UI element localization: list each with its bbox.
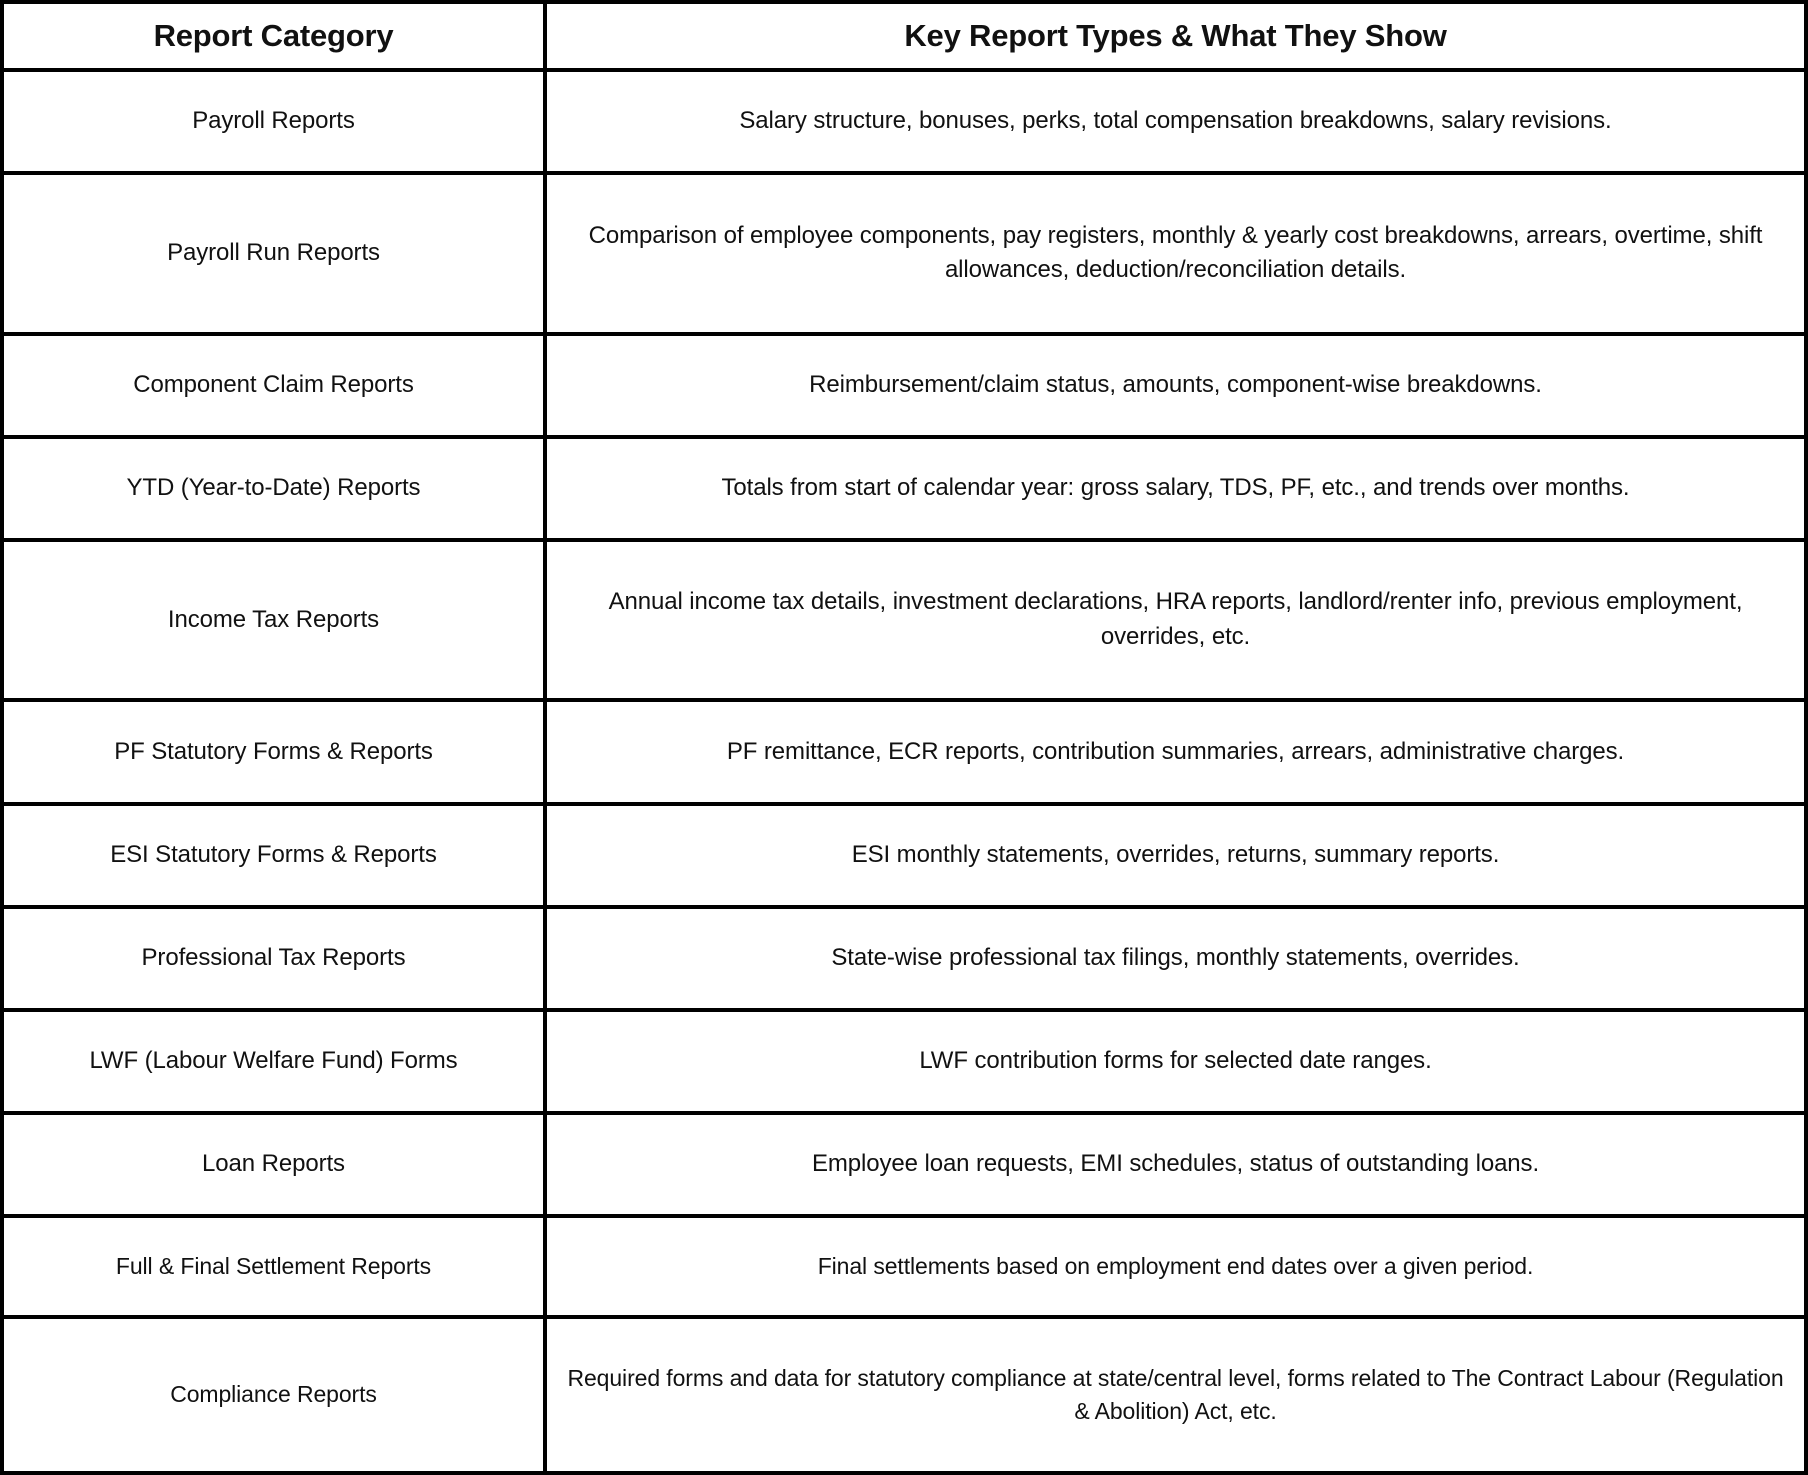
cell-report-category: Loan Reports: [2, 1113, 545, 1216]
table-row: [2, 700, 1806, 803]
table-row: [2, 1113, 1806, 1216]
column-header-key-report-types: Key Report Types & What They Show: [545, 2, 1806, 70]
cell-report-category: ESI Statutory Forms & Reports: [2, 804, 545, 907]
table-row: [2, 804, 1806, 907]
cell-report-category: Income Tax Reports: [2, 540, 545, 700]
table-body: [2, 70, 1806, 1473]
cell-report-detail: LWF contribution forms for selected date ranges.: [545, 1010, 1806, 1113]
cell-report-detail: PF remittance, ECR reports, contribution summaries, arrears, administrative charges.: [545, 700, 1806, 803]
table-header-row: [2, 2, 1806, 70]
cell-report-category: Professional Tax Reports: [2, 907, 545, 1010]
cell-report-detail: Comparison of employee components, pay registers, monthly & yearly cost breakdowns, arrears, overtime, shift allowances, deduction/reconciliation details.: [545, 173, 1806, 333]
cell-report-detail: State-wise professional tax filings, monthly statements, overrides.: [545, 907, 1806, 1010]
table-row: [2, 437, 1806, 540]
table-row: [2, 1010, 1806, 1113]
cell-report-category: Compliance Reports: [2, 1317, 545, 1473]
cell-report-category: YTD (Year-to-Date) Reports: [2, 437, 545, 540]
cell-report-detail: Reimbursement/claim status, amounts, component-wise breakdowns.: [545, 334, 1806, 437]
cell-report-detail: Required forms and data for statutory compliance at state/central level, forms related to The Contract Labour (Regulation & Abolition) Act, etc.: [567, 1364, 1784, 1425]
cell-report-category: Component Claim Reports: [2, 334, 545, 437]
table-row: [2, 540, 1806, 700]
cell-report-detail: Totals from start of calendar year: gross salary, TDS, PF, etc., and trends over months.: [545, 437, 1806, 540]
cell-report-category: Payroll Run Reports: [2, 173, 545, 333]
table-row: [2, 173, 1806, 333]
table-header: [2, 2, 1806, 70]
cell-report-detail: Final settlements based on employment end dates over a given period.: [545, 1216, 1806, 1317]
cell-report-detail: Annual income tax details, investment declarations, HRA reports, landlord/renter info, previous employment, overrides, etc.: [545, 540, 1806, 700]
column-header-report-category: Report Category: [2, 2, 545, 70]
table-row: [2, 1317, 1806, 1473]
cell-report-category: PF Statutory Forms & Reports: [2, 700, 545, 803]
cell-report-detail: Salary structure, bonuses, perks, total compensation breakdowns, salary revisions.: [545, 70, 1806, 173]
cell-report-category: Payroll Reports: [2, 70, 545, 173]
table-row: [2, 334, 1806, 437]
table-row: [2, 907, 1806, 1010]
cell-report-detail: ESI monthly statements, overrides, returns, summary reports.: [545, 804, 1806, 907]
table-row: [2, 70, 1806, 173]
cell-report-detail: Employee loan requests, EMI schedules, status of outstanding loans.: [545, 1113, 1806, 1216]
table-row: [2, 1216, 1806, 1317]
cell-report-category: Full & Final Settlement Reports: [2, 1216, 545, 1317]
cell-report-category: LWF (Labour Welfare Fund) Forms: [2, 1010, 545, 1113]
